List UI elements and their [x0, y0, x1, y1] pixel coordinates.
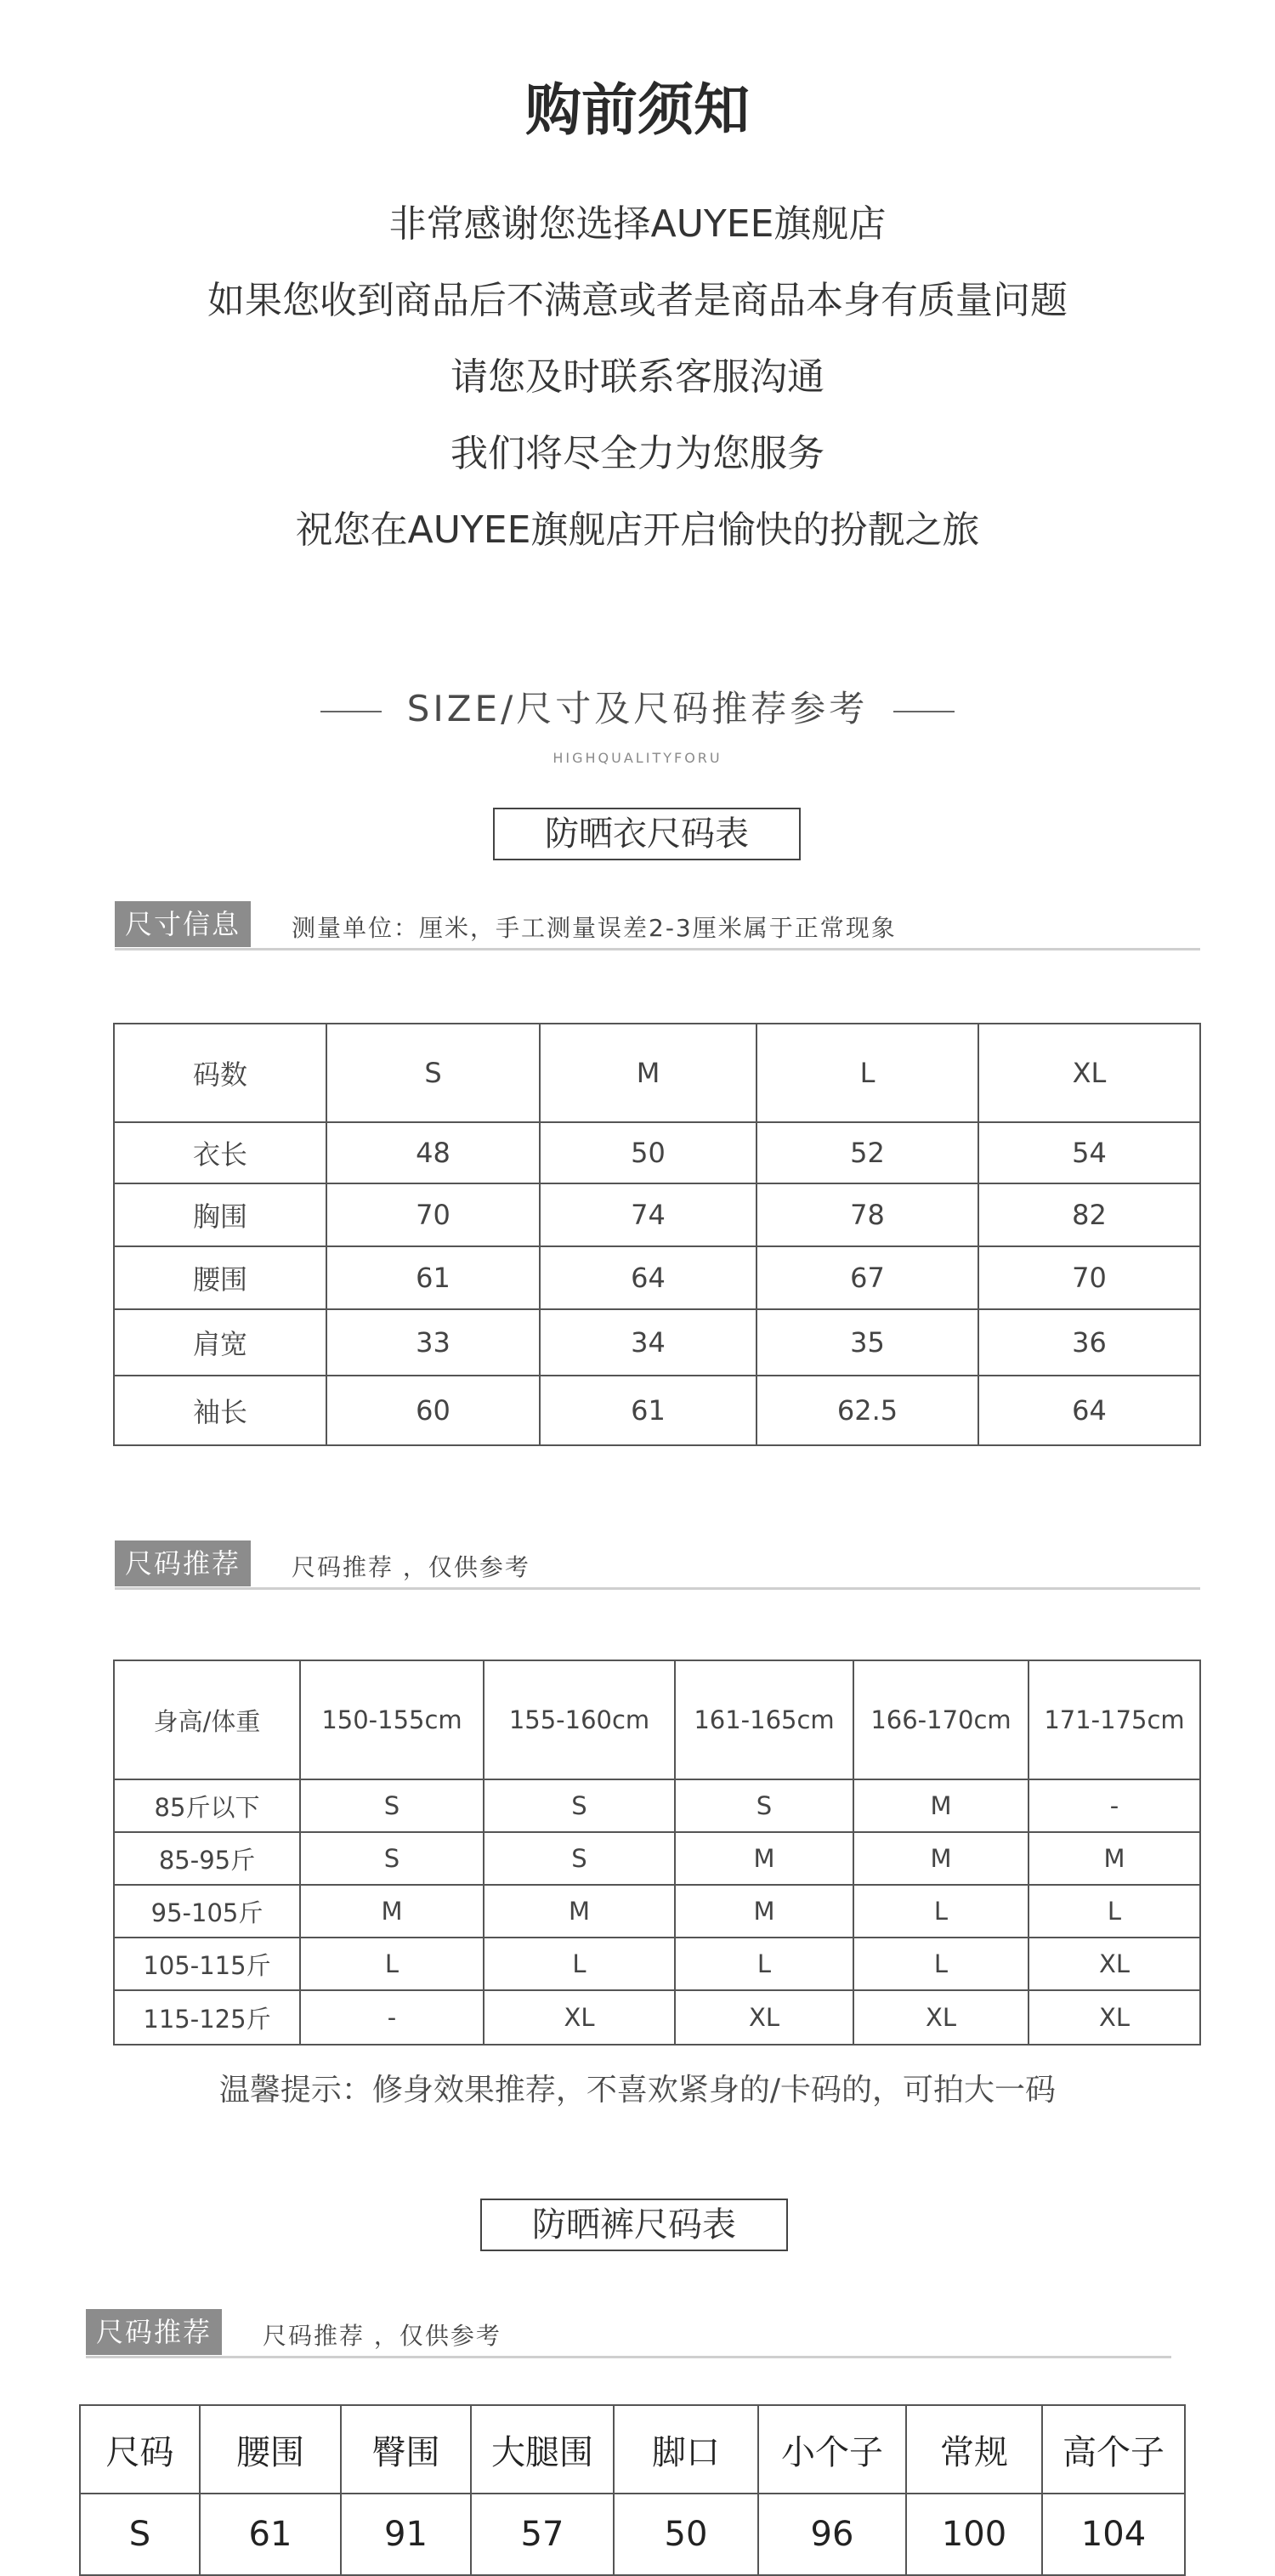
table-cell: 36 [978, 1309, 1200, 1376]
table-cell: L [484, 1938, 675, 1990]
table-cell: 57 [471, 2494, 614, 2575]
table-cell: 61 [540, 1376, 756, 1445]
table-header-cell: 171-175cm [1028, 1660, 1200, 1779]
table-cell: 115-125斤 [114, 1990, 300, 2045]
table-cell: M [484, 1885, 675, 1938]
table-header-cell: 大腿围 [471, 2405, 614, 2494]
table-cell: 91 [341, 2494, 471, 2575]
table-cell: - [300, 1990, 484, 2045]
table-cell: XL [675, 1990, 853, 2045]
page-title: 购前须知 [525, 77, 750, 143]
size-heading-title: SIZE/尺寸及尺码推荐参考 [406, 688, 869, 729]
table-row [114, 1990, 1200, 2045]
size-recommend-note: 尺码推荐 ，仅供参考 [292, 1553, 530, 1581]
table-row [114, 1376, 1200, 1445]
table-cell: 胸围 [114, 1183, 326, 1246]
intro-line: 请您及时联系客服沟通 [450, 355, 824, 399]
table-cell: S [300, 1832, 484, 1885]
size-recommend-tag: 尺码推荐 [115, 1540, 251, 1586]
table-header-cell: 150-155cm [300, 1660, 484, 1779]
table-cell: XL [484, 1990, 675, 2045]
size-info-tag: 尺寸信息 [115, 901, 251, 947]
table-cell: M [853, 1832, 1028, 1885]
section-divider [115, 948, 1200, 950]
table-cell: M [853, 1779, 1028, 1832]
table-cell: S [675, 1779, 853, 1832]
size-info-note: 测量单位：厘米，手工测量误差2-3厘米属于正常现象 [292, 914, 897, 942]
intro-line: 非常感谢您选择AUYEE旗舰店 [388, 202, 887, 246]
table-cell: 50 [614, 2494, 758, 2575]
table-cell: 95-105斤 [114, 1885, 300, 1938]
fit-tip: 温馨提示：修身效果推荐，不喜欢紧身的/卡码的，可拍大一码 [218, 2073, 1057, 2108]
table-cell: 96 [758, 2494, 906, 2575]
table-cell: 85斤以下 [114, 1779, 300, 1832]
table-cell: 袖长 [114, 1376, 326, 1445]
table-cell: L [853, 1885, 1028, 1938]
table-cell: M [1028, 1832, 1200, 1885]
table-cell: 肩宽 [114, 1309, 326, 1376]
table-cell: 54 [978, 1122, 1200, 1183]
table-cell: 100 [906, 2494, 1042, 2575]
table-cell: 70 [978, 1246, 1200, 1309]
table-cell: 64 [540, 1246, 756, 1309]
intro-line: 我们将尽全力为您服务 [450, 432, 824, 475]
table-cell: 64 [978, 1376, 1200, 1445]
table-header-cell: 脚口 [614, 2405, 758, 2494]
table-header-cell: XL [978, 1024, 1200, 1122]
jacket-size-table [113, 1023, 1201, 1446]
table-cell: 48 [326, 1122, 540, 1183]
table-cell: M [675, 1832, 853, 1885]
table-cell: S [300, 1779, 484, 1832]
size-section-heading [0, 685, 1275, 733]
pants-size-chart-title: 防晒裤尺码表 [480, 2199, 788, 2251]
pants-recommend-tag: 尺码推荐 [86, 2309, 222, 2355]
jacket-recommend-table [113, 1660, 1201, 2045]
table-row [114, 1885, 1200, 1938]
table-header-cell: 尺码 [80, 2405, 200, 2494]
table-header-cell: 166-170cm [853, 1660, 1028, 1779]
table-cell: L [675, 1938, 853, 1990]
table-cell: 78 [756, 1183, 978, 1246]
table-header-cell: 高个子 [1042, 2405, 1185, 2494]
table-cell: L [853, 1938, 1028, 1990]
table-row [114, 1779, 1200, 1832]
table-header-cell: 小个子 [758, 2405, 906, 2494]
table-row [114, 1309, 1200, 1376]
heading-rule-right [893, 711, 955, 712]
table-row [80, 2494, 1185, 2575]
table-cell: XL [1028, 1990, 1200, 2045]
table-cell: 74 [540, 1183, 756, 1246]
table-cell: 61 [326, 1246, 540, 1309]
table-header-row [114, 1660, 1200, 1779]
table-cell: 50 [540, 1122, 756, 1183]
table-cell: M [300, 1885, 484, 1938]
table-header-cell: 码数 [114, 1024, 326, 1122]
table-cell: 33 [326, 1309, 540, 1376]
table-header-cell: 常规 [906, 2405, 1042, 2494]
table-header-row [114, 1024, 1200, 1122]
size-recommend-bar [115, 1540, 1200, 1585]
intro-line: 祝您在AUYEE旗舰店开启愉快的扮靓之旅 [295, 508, 980, 552]
intro-line: 如果您收到商品后不满意或者是商品本身有质量问题 [207, 279, 1068, 322]
table-cell: L [1028, 1885, 1200, 1938]
table-cell: S [484, 1832, 675, 1885]
pants-recommend-note: 尺码推荐 ，仅供参考 [263, 2322, 502, 2350]
table-cell: 60 [326, 1376, 540, 1445]
table-cell: 70 [326, 1183, 540, 1246]
table-row [114, 1832, 1200, 1885]
table-header-cell: L [756, 1024, 978, 1122]
table-cell: S [484, 1779, 675, 1832]
section-divider [115, 1587, 1200, 1590]
table-cell: 105-115斤 [114, 1938, 300, 1990]
table-cell: M [675, 1885, 853, 1938]
table-cell: 61 [200, 2494, 341, 2575]
table-header-cell: 臀围 [341, 2405, 471, 2494]
table-cell: - [1028, 1779, 1200, 1832]
table-cell: XL [853, 1990, 1028, 2045]
table-header-cell: M [540, 1024, 756, 1122]
table-header-cell: 身高/体重 [114, 1660, 300, 1779]
pants-recommend-bar [86, 2309, 1171, 2353]
section-divider [86, 2356, 1171, 2358]
table-cell: 85-95斤 [114, 1832, 300, 1885]
table-row [114, 1938, 1200, 1990]
table-cell: 34 [540, 1309, 756, 1376]
table-cell: 67 [756, 1246, 978, 1309]
table-cell: S [80, 2494, 200, 2575]
table-cell: 104 [1042, 2494, 1185, 2575]
table-header-cell: 161-165cm [675, 1660, 853, 1779]
table-header-cell: 155-160cm [484, 1660, 675, 1779]
table-cell: 35 [756, 1309, 978, 1376]
table-cell: 衣长 [114, 1122, 326, 1183]
table-header-cell: 腰围 [200, 2405, 341, 2494]
table-cell: XL [1028, 1938, 1200, 1990]
size-heading-subtitle: HIGHQUALITYFORU [552, 750, 722, 766]
table-cell: 52 [756, 1122, 978, 1183]
table-cell: L [300, 1938, 484, 1990]
table-row [114, 1183, 1200, 1246]
table-row [114, 1122, 1200, 1183]
table-header-cell: S [326, 1024, 540, 1122]
jacket-size-chart-title: 防晒衣尺码表 [493, 808, 801, 860]
table-cell: 82 [978, 1183, 1200, 1246]
size-info-bar [115, 901, 1200, 945]
table-cell: 62.5 [756, 1376, 978, 1445]
table-row [114, 1246, 1200, 1309]
table-header-row [80, 2405, 1185, 2494]
table-cell: 腰围 [114, 1246, 326, 1309]
heading-rule-left [320, 711, 382, 712]
